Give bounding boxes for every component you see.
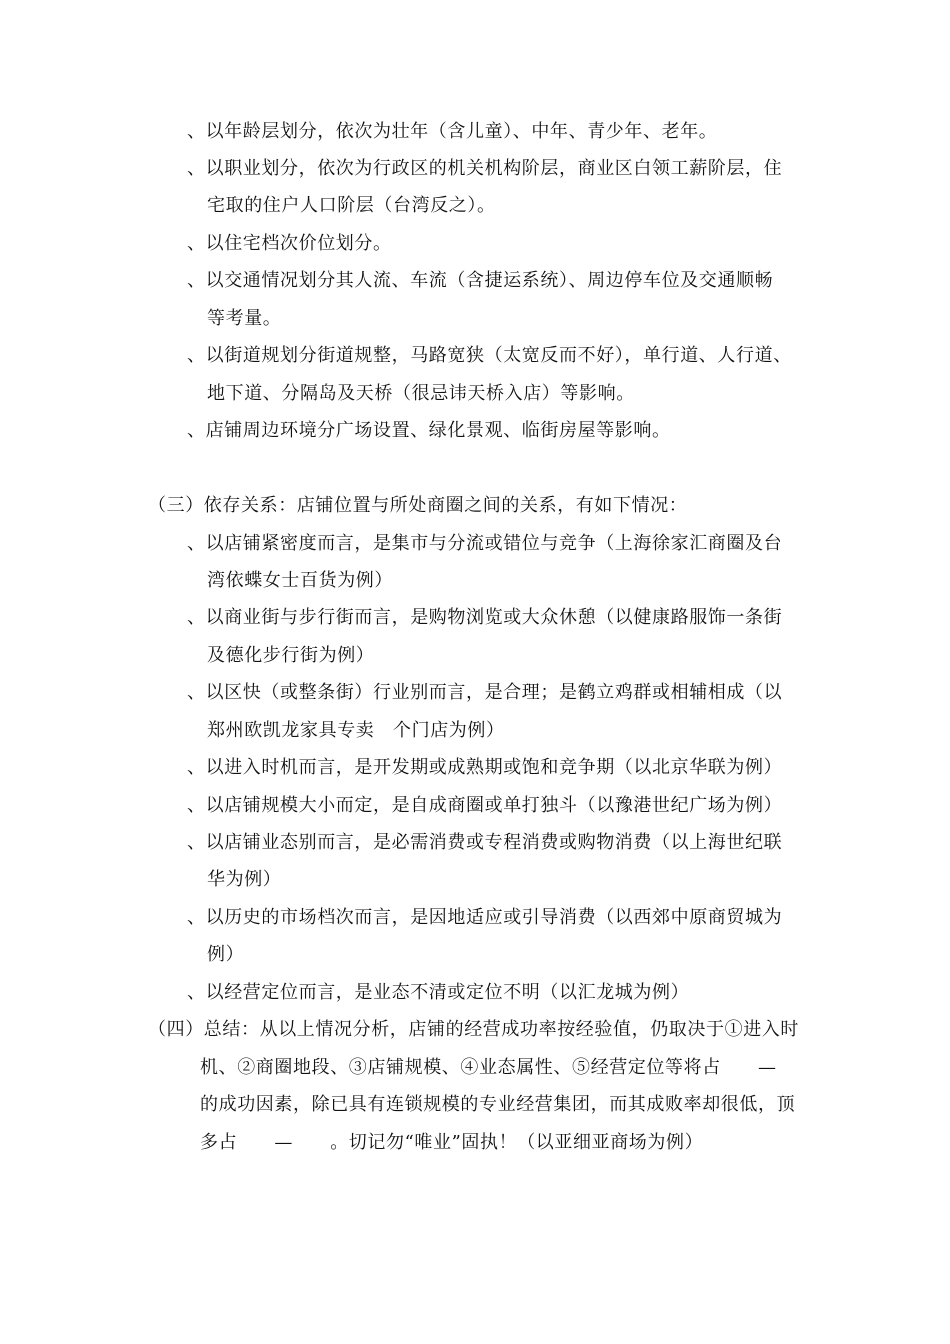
- list-item-occupation-cont: 宅取的住户人口阶层（台湾反之）。: [207, 195, 496, 216]
- list-item-cont: 郑州欧凯龙家具专卖 个门店为例）: [207, 720, 505, 741]
- list-item: 、以店铺规模大小而定，是自成商圈或单打独斗（以豫港世纪广场为例）: [187, 795, 783, 816]
- summary-line: 机、②商圈地段、③店铺规模、④业态属性、⑤经营定位等将占 —: [200, 1057, 777, 1078]
- list-item-occupation: 、以职业划分，依次为行政区的机关机构阶层，商业区白领工薪阶层，住: [187, 158, 783, 179]
- list-item: 、以进入时机而言，是开发期或成熟期或饱和竞争期（以北京华联为例）: [187, 757, 783, 778]
- list-item: 、以历史的市场档次而言，是因地适应或引导消费（以西郊中原商贸城为: [187, 907, 783, 928]
- list-item: 、以商业街与步行街而言，是购物浏览或大众休憩（以健康路服饰一条街: [187, 607, 783, 628]
- list-item: 、以店铺紧密度而言，是集市与分流或错位与竞争（上海徐家汇商圈及台: [187, 533, 783, 554]
- list-item-traffic: 、以交通情况划分其人流、车流（含捷运系统）、周边停车位及交通顺畅: [187, 270, 774, 291]
- list-item-cont: 湾依蝶女士百货为例）: [207, 570, 393, 591]
- list-item-street-cont: 地下道、分隔岛及天桥（很忌讳天桥入店）等影响。: [207, 383, 635, 404]
- summary-line: 的成功因素，除已具有连锁规模的专业经营集团，而其成败率却很低，顶: [200, 1094, 796, 1115]
- list-item: 、以区快（或整条街）行业别而言，是合理；是鹤立鸡群或相辅相成（以: [187, 682, 783, 703]
- list-item-cont: 例）: [207, 944, 245, 965]
- list-item: 、以店铺业态别而言，是必需消费或专程消费或购物消费（以上海世纪联: [187, 832, 783, 853]
- list-item-cont: 及德化步行街为例）: [207, 645, 375, 666]
- summary-line: 多占 — 。切记勿“唯业”固执！（以亚细亚商场为例）: [200, 1132, 704, 1153]
- list-item-environment: 、店铺周边环境分广场设置、绿化景观、临街房屋等影响。: [187, 420, 671, 441]
- section-4-heading: （四）总结：从以上情况分析，店铺的经营成功率按经验值，仍取决于①进入时: [148, 1019, 799, 1040]
- list-item-housing: 、以住宅档次价位划分。: [187, 233, 392, 254]
- list-item-age: 、以年龄层划分，依次为壮年（含儿童）、中年、青少年、老年。: [187, 121, 718, 142]
- section-3-heading: （三）依存关系：店铺位置与所处商圈之间的关系，有如下情况：: [148, 495, 688, 516]
- list-item-cont: 华为例）: [207, 869, 282, 890]
- list-item-street: 、以街道规划分街道规整，马路宽狭（太宽反而不好），单行道、人行道、: [187, 345, 792, 366]
- list-item: 、以经营定位而言，是业态不清或定位不明（以汇龙城为例）: [187, 982, 690, 1003]
- list-item-traffic-cont: 等考量。: [207, 308, 282, 329]
